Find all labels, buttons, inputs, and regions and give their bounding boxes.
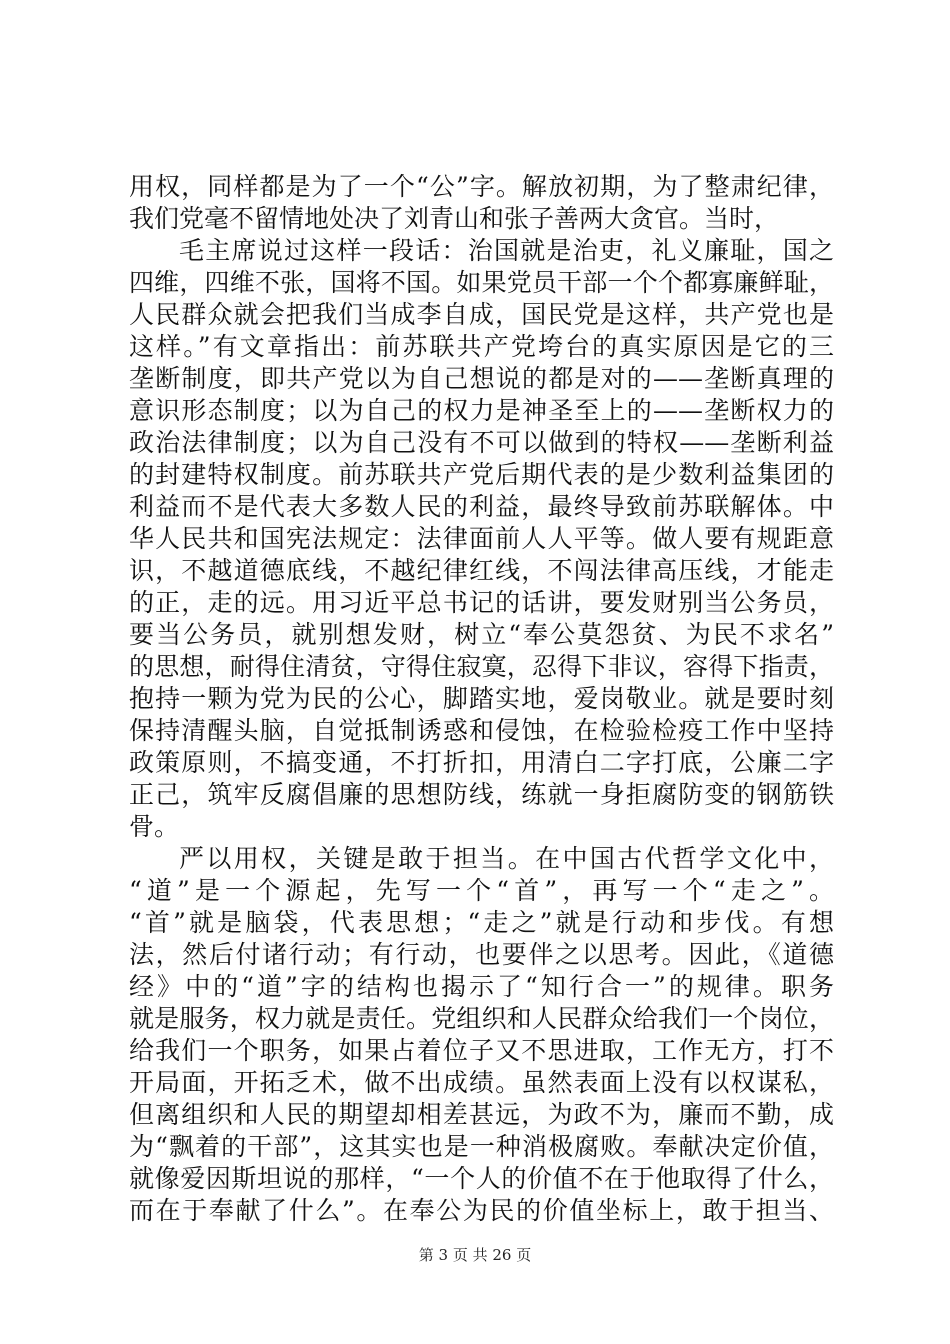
text-line: 政策原则，不搞变通，不打折扣，用清白二字打底，公廉二字 <box>129 748 834 777</box>
text-line: 华人民共和国宪法规定：法律面前人人平等。做人要有规距意 <box>129 524 834 553</box>
text-line: 给我们一个职务，如果占着位子又不思进取，工作无方，打不 <box>129 1036 834 1065</box>
text-line: 就像爱因斯坦说的那样，“一个人的价值不在于他取得了什么， <box>129 1164 834 1193</box>
text-line: 骨。 <box>129 812 180 841</box>
text-line: 识，不越道德底线，不越纪律红线，不闯法律高压线，才能走 <box>129 556 834 585</box>
paragraph-start-line: 毛主席说过这样一段话：治国就是治吏，礼义廉耻，国之 <box>179 236 834 265</box>
text-line: 抱持一颗为党为民的公心，脚踏实地，爱岗敬业。就是要时刻 <box>129 684 834 713</box>
text-line: 垄断制度，即共产党以为自己想说的都是对的——垄断真理的 <box>129 364 834 393</box>
text-line: 要当公务员，就别想发财，树立“奉公莫怨贫、为民不求名” <box>129 620 834 649</box>
text-line: 我们党毫不留情地处决了刘青山和张子善两大贪官。当时， <box>129 204 780 233</box>
text-line: 利益而不是代表大多数人民的利益，最终导致前苏联解体。中 <box>129 492 834 521</box>
text-line: 的封建特权制度。前苏联共产党后期代表的是少数利益集团的 <box>129 460 834 489</box>
text-line: 意识形态制度；以为自己的权力是神圣至上的——垄断权力的 <box>129 396 834 425</box>
page-number-label: 第 3 页 共 26 页 <box>418 1246 532 1264</box>
text-line: 四维，四维不张，国将不国。如果党员干部一个个都寡廉鲜耻， <box>129 268 834 297</box>
text-line: 正己，筑牢反腐倡廉的思想防线，练就一身拒腐防变的钢筋铁 <box>129 780 834 809</box>
text-line: 就是服务，权力就是责任。党组织和人民群众给我们一个岗位， <box>129 1004 834 1033</box>
text-line: 保持清醒头脑，自觉抵制诱惑和侵蚀，在检验检疫工作中坚持 <box>129 716 834 745</box>
text-line: 法，然后付诸行动；有行动，也要伴之以思考。因此，《道德 <box>129 940 834 969</box>
text-line: 的思想，耐得住清贫，守得住寂寞，忍得下非议，容得下指责， <box>129 652 834 681</box>
text-line: “首”就是脑袋，代表思想；“走之”就是行动和步伐。有想 <box>129 908 834 937</box>
page-footer <box>0 1245 950 1265</box>
text-line: “道”是一个源起，先写一个“首”，再写一个“走之”。 <box>129 876 834 905</box>
text-line: 这样。”有文章指出：前苏联共产党垮台的真实原因是它的三 <box>129 332 834 361</box>
paragraph-start-line: 严以用权，关键是敢于担当。在中国古代哲学文化中， <box>179 844 834 873</box>
text-line: 开局面，开拓乏术，做不出成绩。虽然表面上没有以权谋私， <box>129 1068 834 1097</box>
text-line: 为“飘着的干部”，这其实也是一种消极腐败。奉献决定价值， <box>129 1132 834 1161</box>
text-line: 政治法律制度；以为自己没有不可以做到的特权——垄断利益 <box>129 428 834 457</box>
body-text <box>129 171 834 1227</box>
text-line: 但离组织和人民的期望却相差甚远，为政不为，廉而不勤，成 <box>129 1100 834 1129</box>
text-line: 而在于奉献了什么”。在奉公为民的价值坐标上，敢于担当、 <box>129 1196 834 1225</box>
text-line: 经》中的“道”字的结构也揭示了“知行合一”的规律。职务 <box>129 972 834 1001</box>
text-line: 的正，走的远。用习近平总书记的话讲，要发财别当公务员， <box>129 588 834 617</box>
text-line: 人民群众就会把我们当成李自成，国民党是这样，共产党也是 <box>129 300 834 329</box>
text-line: 用权，同样都是为了一个“公”字。解放初期，为了整肃纪律， <box>129 172 834 201</box>
